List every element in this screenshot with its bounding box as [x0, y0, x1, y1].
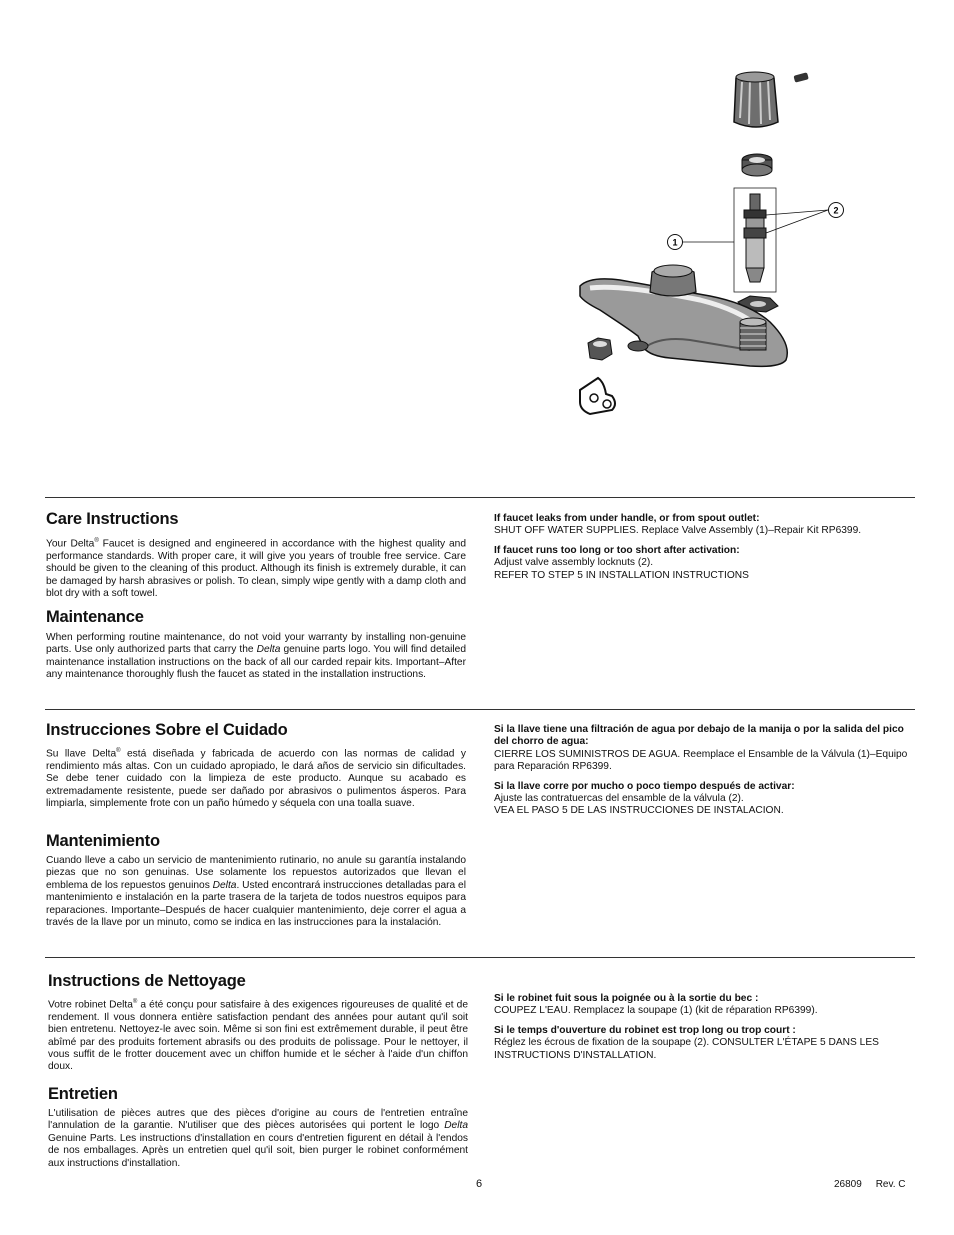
registered-mark: ®	[94, 538, 99, 544]
troubleshoot-answer: VEA EL PASO 5 DE LAS INSTRUCCIONES DE INSTALACION.	[494, 805, 784, 817]
troubleshoot-answer: CIERRE LOS SUMINISTROS DE AGUA. Reemplace el Ensamble de la Válvula (1)–Equipo para Reparación RP6399.	[494, 748, 908, 773]
maint-text-part-1: Cuando lleve a cabo un servicio de mantenimiento rutinario, no anule su garantía instalando piezas que no son genuinas. Use solamente los repuestos autorizados que llevan el emblema de los repuestos genuinos	[46, 855, 466, 891]
troubleshoot-item	[494, 724, 914, 774]
troubleshoot-item	[494, 993, 914, 1018]
section-divider	[45, 957, 915, 958]
troubleshoot-question: Si le temps d'ouverture du robinet est trop long ou trop court :	[494, 1024, 796, 1036]
document-code: 26809 Rev. C	[834, 1179, 906, 1190]
french-care-heading: Instructions de Nettoyage	[48, 972, 246, 990]
maintenance-heading: Maintenance	[46, 608, 144, 626]
care-text-part-1: Votre robinet Delta	[48, 999, 133, 1011]
handle-knob-part	[734, 72, 778, 127]
delta-italic: Delta	[444, 1120, 468, 1132]
maint-text-part-2: . Usted encontrará instrucciones detalladas para el mantenimiento e instalación en la parte trasera de la tarjeta de todos nuestros equipos para reparaciones. Importante–Después de hacer cualquier mantenimiento, deje correr el agua a través de la llave por un minuto, como se indica en las instrucciones para la instalación.	[46, 879, 466, 929]
svg-text:1: 1	[672, 237, 678, 248]
section-divider	[45, 497, 915, 498]
maint-text-part-2: genuine parts logo. You will find detailed maintenance installation instructions on the back of all our carded repair kits. Important–After any maintenance thoroughly flush the faucet as stated in the installation instructions.	[46, 644, 466, 681]
spanish-maintenance-text	[46, 855, 466, 929]
troubleshoot-answer: REFER TO STEP 5 IN INSTALLATION INSTRUCTIONS	[494, 569, 749, 581]
troubleshoot-question: If faucet runs too long or too short after activation:	[494, 544, 740, 556]
svg-text:2: 2	[833, 205, 839, 216]
troubleshoot-item	[494, 545, 914, 582]
troubleshoot-question: Si la llave tiene una filtración de agua por debajo de la manija o por la salida del pico del chorro de agua:	[494, 724, 904, 748]
screw-part	[793, 72, 808, 82]
care-text-part-2: está diseñada y fabricada de acuerdo con las normas de calidad y rendimiento más altas. Con un cuidado apropiado, le dará años de servicio sin dificultades. Se debe tener cuidado con la limpieza de este producto. Aunque su acabado es extremadamente resistente, puede ser dañado por abrasivos o pulimentos ásperos. Para limpiarla, simplemente frote con un paño húmedo y séquela con una toalla suave.	[46, 748, 466, 810]
maint-text-part-1: When performing routine maintenance, do not void your warranty by installing non-genuine parts. Use only authorized parts that carry the	[46, 632, 466, 656]
registered-mark: ®	[132, 999, 138, 1005]
delta-italic: Delta	[212, 879, 237, 891]
french-care-text	[48, 996, 468, 1074]
spanish-maintenance-heading: Mantenimiento	[46, 832, 160, 850]
mounting-bracket-part	[580, 378, 615, 414]
troubleshoot-question: Si le robinet fuit sous la poignée ou à la sortie du bec :	[494, 993, 759, 1004]
spanish-care-heading: Instrucciones Sobre el Cuidado	[46, 721, 288, 739]
callout-1	[668, 235, 683, 250]
maint-text-part-2: Genuine Parts. Les instructions d'installation en cours d'entretien figurent en détail à l'endos de nos emballages. Après un entretien quel qu'il soit, bien purger le robinet conformément aux instructions d'installation.	[48, 1132, 468, 1169]
mounting-nut-part	[588, 338, 612, 360]
faucet-exploded-diagram	[560, 60, 860, 430]
care-text-part-2: Faucet is designed and engineered in accordance with the highest quality and performance standards. With proper care, it will give you years of trouble free service. Care should be given to the cleaning of this product. Although its finish is extremely durable, it can be damaged by harsh abrasives or polish. To clean, simply wipe gently with a damp cloth and blot dry with a soft towel.	[46, 538, 466, 600]
spanish-troubleshooting	[494, 724, 914, 825]
french-maintenance-heading: Entretien	[48, 1085, 118, 1103]
troubleshoot-question: If faucet leaks from under handle, or from spout outlet:	[494, 513, 760, 524]
care-instructions-text	[46, 535, 466, 600]
troubleshoot-answer: Réglez les écrous de fixation de la soupape (2). CONSULTER L'ÉTAPE 5 DANS LES INSTRUCTIONS D'INSTALLATION.	[494, 1037, 879, 1061]
troubleshoot-answer: Adjust valve assembly locknuts (2).	[494, 557, 654, 569]
english-troubleshooting	[494, 513, 914, 589]
care-text-part-2: a été conçu pour satisfaire à des exigences rigoureuses de qualité et de rendement. Il vous donnera entière satisfaction pendant des années pour autant qu'il soit bien entretenu. Nettoyez-le avec soin. Même si son fini est extrêmement durable, il peut être abîmé par des produits fortement abrasifs ou des produits de polissage. Pour le nettoyer, il vous suffit de le frotter doucement avec un chiffon humide et le sécher à l'aide d'un chiffon doux.	[48, 999, 468, 1073]
troubleshoot-item	[494, 1025, 914, 1062]
troubleshoot-answer: COUPEZ L'EAU. Remplacez la soupape (1) (kit de réparation RP6399).	[494, 1005, 818, 1017]
troubleshoot-item	[494, 513, 914, 538]
page-number: 6	[476, 1178, 483, 1190]
valve-assembly-part	[734, 188, 776, 292]
care-instructions-heading: Care Instructions	[46, 510, 179, 528]
troubleshoot-answer: SHUT OFF WATER SUPPLIES. Replace Valve Assembly (1)–Repair Kit RP6399.	[494, 525, 862, 537]
maintenance-text	[46, 632, 466, 682]
section-divider	[45, 709, 915, 710]
care-text-part-1: Su llave Delta	[46, 748, 117, 760]
maint-text-part-1: L'utilisation de pièces autres que des pièces d'origine au cours de l'entretien entraîne l'annulation de la garantie. N'utiliser que des pièces autorisées qui portent le logo	[48, 1108, 468, 1132]
callout-2	[829, 203, 844, 218]
french-troubleshooting	[494, 993, 914, 1069]
french-maintenance-text	[48, 1108, 468, 1170]
troubleshoot-question: Si la llave corre por mucho o poco tiempo después de activar:	[494, 780, 795, 792]
troubleshoot-item	[494, 781, 914, 818]
registered-mark: ®	[116, 748, 121, 754]
delta-italic: Delta	[256, 644, 281, 656]
care-text-part-1: Your Delta	[46, 538, 95, 550]
troubleshoot-answer: Ajuste las contratuercas del ensamble de la válvula (2).	[494, 793, 744, 805]
bonnet-nut-part	[742, 154, 772, 176]
spanish-care-text	[46, 745, 466, 810]
